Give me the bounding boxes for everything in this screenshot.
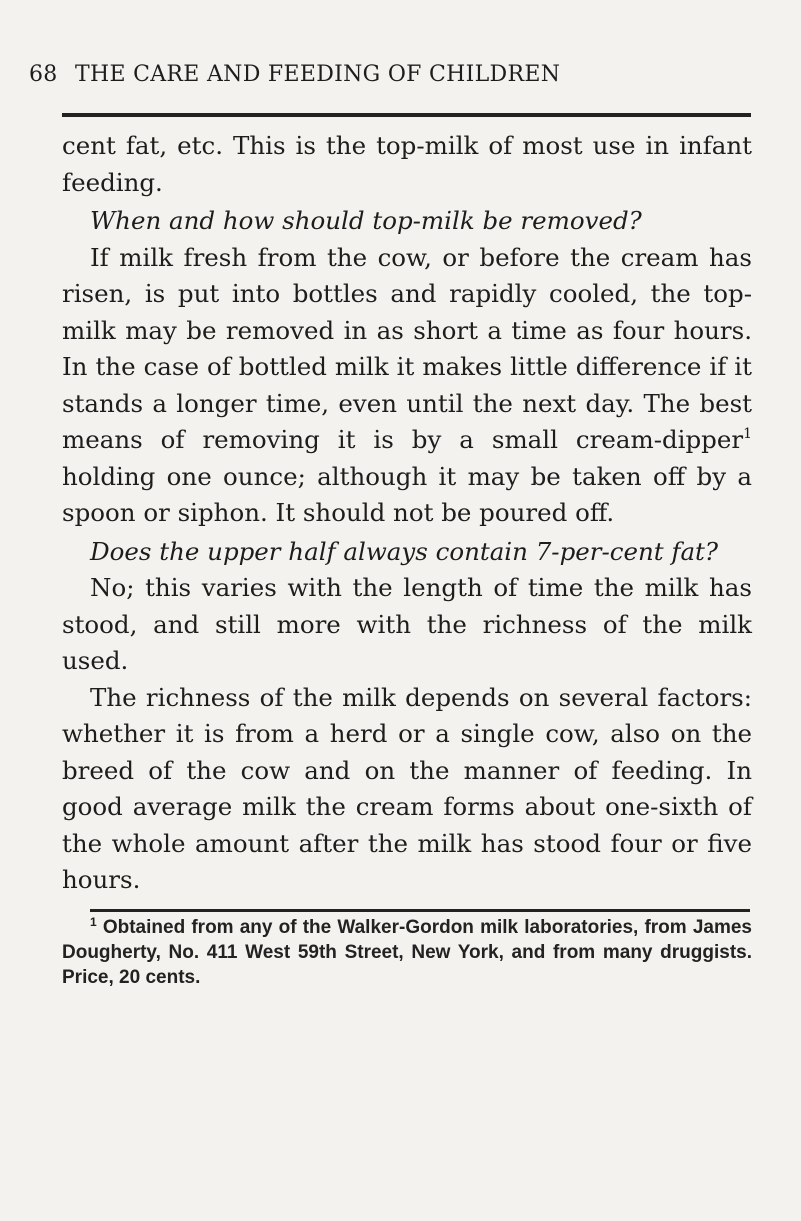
paragraph: The richness of the milk depends on several factors: whether it is from a herd or a single cow, also on the breed of the cow and on the manner of feeding. In good average milk the cream forms about one-sixth of the whole amount after the milk has stood four or five hours. (62, 682, 752, 894)
footnote-text: Obtained from any of the Walker-Gordon milk laboratories, from James Dougherty, No. 411 West 59th Street, New York, and from many druggists. Price, 20 cents. (62, 917, 752, 988)
paragraph-continued: cent fat, etc. This is the top-milk of most use in infant feeding. (62, 131, 752, 197)
answer-paragraph: No; this varies with the length of time the milk has stood, and still more with the richness of the milk used. (62, 573, 752, 675)
footnote (62, 915, 752, 990)
footnote-marker: 1 (90, 915, 97, 929)
page-number: 68 (29, 62, 58, 87)
running-header (29, 62, 749, 87)
question-heading: When and how should top-milk be removed? (90, 206, 642, 235)
footnote-reference: 1 (743, 426, 752, 442)
body-text (62, 128, 752, 899)
header-rule (62, 113, 751, 117)
running-title: THE CARE AND FEEDING OF CHILDREN (75, 62, 561, 87)
answer-paragraph (62, 240, 752, 532)
question-heading: Does the upper half always contain 7-per-cent fat? (90, 536, 719, 566)
answer-text-start: If milk fresh from the cow, or before the cream has risen, is put into bottles and rapidly cooled, the top-milk may be removed in as short a time as four hours. In the case of bottled milk it makes little difference if it stands a longer time, even until the next day. The best means of removing it is by a small cream-dipper (62, 242, 752, 454)
answer-text-end: holding one ounce; although it may be taken off by a spoon or siphon. It should not be poured off. (62, 461, 752, 527)
footnote-rule (90, 909, 750, 912)
